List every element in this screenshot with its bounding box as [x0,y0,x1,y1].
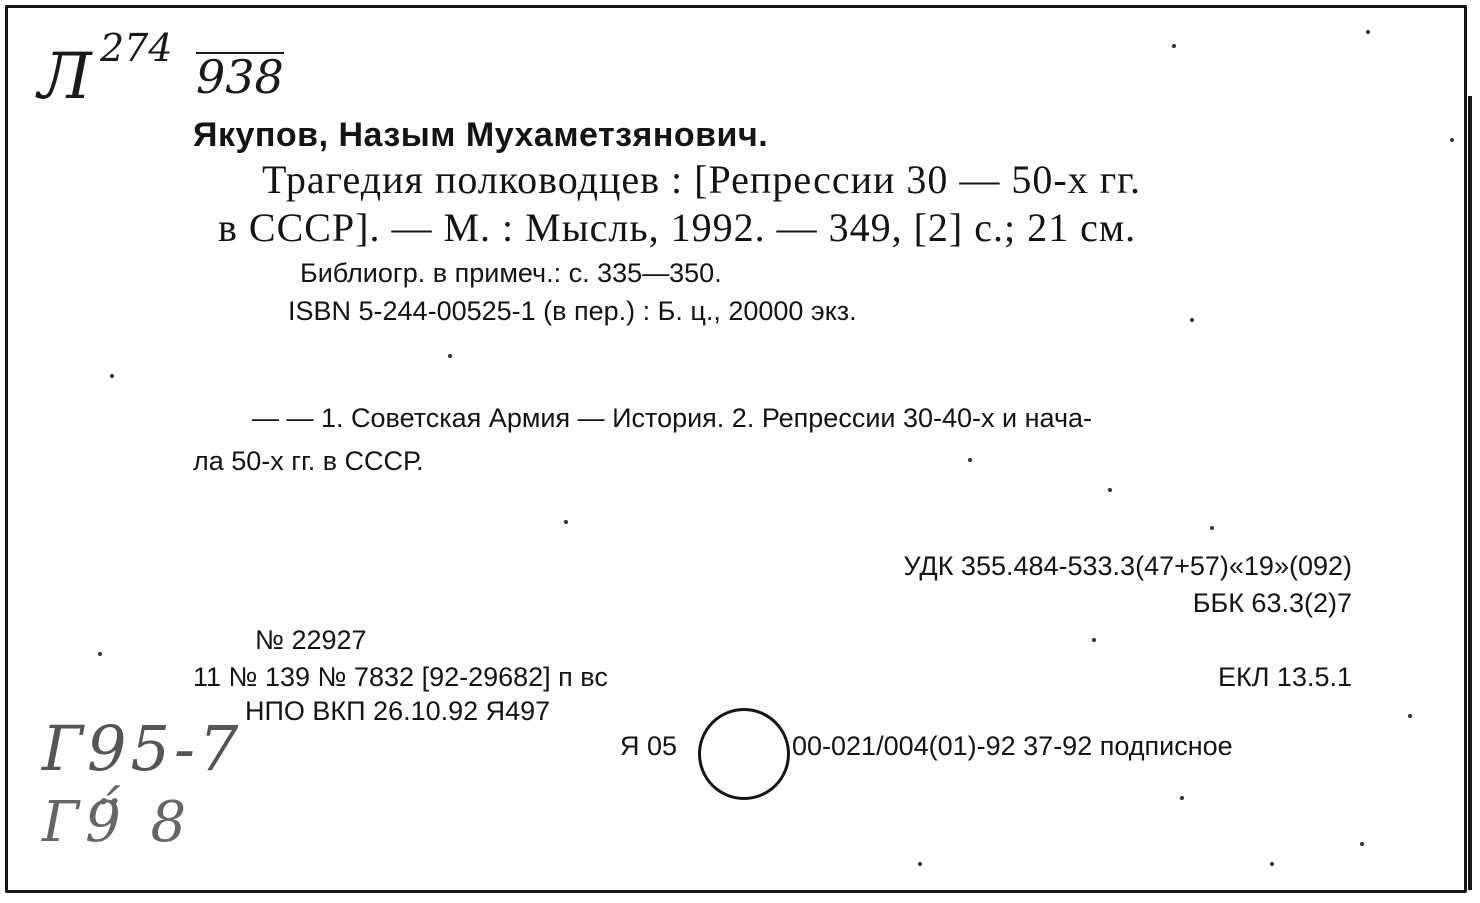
card-number: № 22927 [255,625,367,655]
shelfmark-number: 938 [196,50,284,104]
scan-speck [98,652,102,656]
price-code-right: 00-021/004(01)-92 37-92 подписное [792,731,1233,761]
scan-speck [1366,30,1370,34]
scan-speck [564,520,568,524]
scan-speck [1360,842,1364,846]
punch-hole [698,708,790,800]
title-line-1: Трагедия полководцев : [Репрессии 30 — 50-х гг. [262,157,1142,202]
isbn-line: ISBN 5-244-00525-1 (в пер.) : Б. ц., 20000 экз. [288,296,857,326]
scan-speck [918,862,922,866]
scan-speck [1092,638,1096,642]
handwritten-note-2: Г9̈́ 8 [42,790,193,855]
scan-speck [1408,714,1412,718]
shelfmark-letter: Л [38,40,92,114]
price-code-left: Я 05 [620,731,678,761]
subjects-line-2: ла 50-х гг. в СССР. [193,446,424,476]
scan-speck [448,354,452,358]
handwritten-note-1: Г95-7 [42,712,243,785]
scan-speck [1190,318,1194,322]
ekl-code: ЕКЛ 13.5.1 [1217,662,1352,692]
scan-speck [110,374,114,378]
card-edge-shadow [1468,96,1472,890]
scan-speck [1210,526,1214,530]
title-line-2: в СССР]. — М. : Мысль, 1992. — 349, [2] с.; 21 см. [218,205,1137,250]
bbk-code: ББК 63.3(2)7 [1192,588,1352,618]
scan-speck [1180,796,1184,800]
scan-speck [1108,488,1112,492]
scan-speck [1450,138,1454,142]
shelfmark-superscript: 274 [100,26,173,70]
author-heading: Якупов, Назым Мухаметзянович. [193,116,769,154]
order-line: 11 № 139 № 7832 [92-29682] п вс [193,662,608,692]
scan-speck [1270,862,1274,866]
scan-speck [1172,44,1176,48]
npo-line: НПО ВКП 26.10.92 Я497 [245,696,551,726]
scan-speck [968,458,972,462]
subjects-line-1: — — 1. Советская Армия — История. 2. Репрессии 30-40-х и нача- [252,403,1093,433]
bibliography-note: Библиогр. в примеч.: с. 335—350. [300,258,722,288]
udk-code: УДК 355.484-533.3(47+57)«19»(092) [903,551,1352,581]
